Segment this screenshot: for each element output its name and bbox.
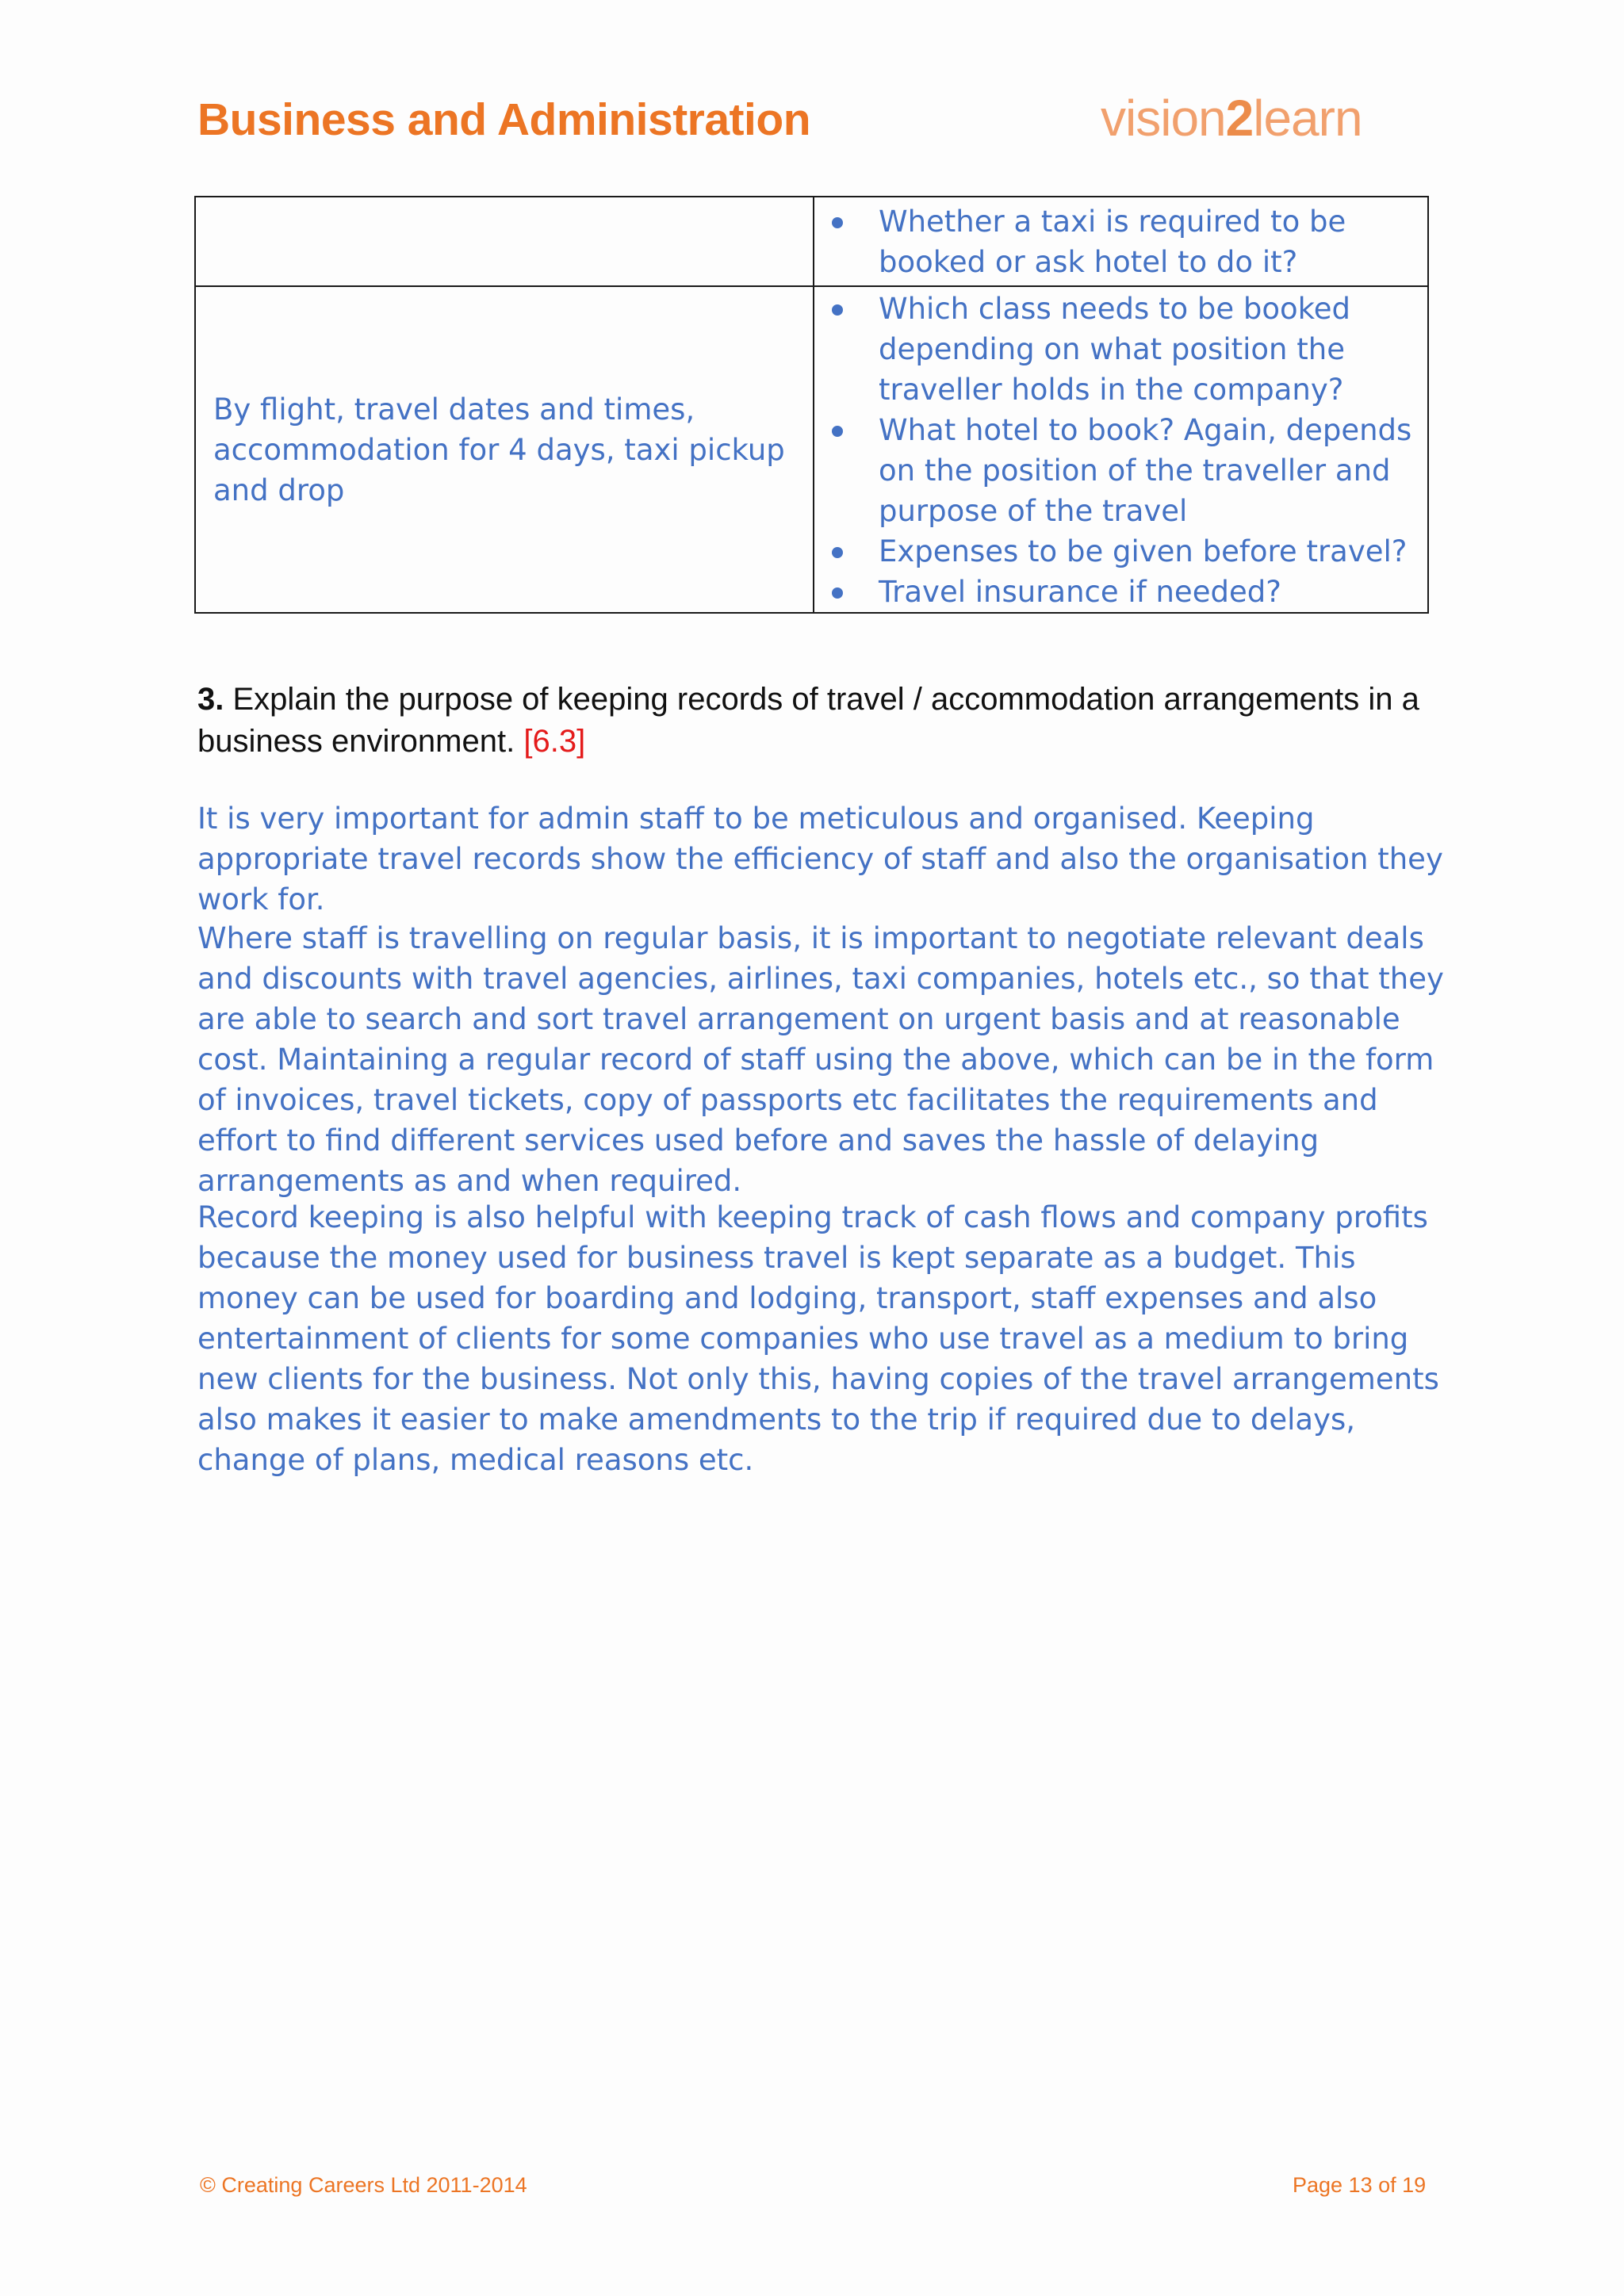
- question-number: 3.: [197, 682, 224, 717]
- bullet-list: [814, 287, 1427, 612]
- answer-paragraph: Where staff is travelling on regular basis, it is important to negotiate relevant deals and discounts with travel agencies, airlines, taxi companies, hotels etc., so that they are able to search and sort travel arrangement on urgent basis and at reasonable cost. Maintaining a regular record of staff using the above, which can be in the form of invoices, travel tickets, copy of passports etc facilitates the requirements and effort to find different services used before and saves the hassle of delaying arrangements as and when required.: [197, 921, 1444, 1198]
- bullet-list: [814, 197, 1427, 285]
- footer-copyright: © Creating Careers Ltd 2011-2014: [200, 2173, 527, 2197]
- table-cell-right: [814, 197, 1428, 286]
- question-text: Explain the purpose of keeping records of travel / accommodation arrangements in a business environment.: [197, 682, 1419, 759]
- logo-text-2: 2: [1225, 90, 1254, 147]
- footer-page-number: Page 13 of 19: [1293, 2173, 1427, 2197]
- table-cell-right: [814, 286, 1428, 613]
- table-row: [195, 197, 1428, 286]
- answer-table: [194, 196, 1429, 614]
- cell-text: By flight, travel dates and times, accommodation for 4 days, taxi pickup and drop: [213, 392, 785, 507]
- list-item: Expenses to be given before travel?: [814, 531, 1427, 572]
- list-item: What hotel to book? Again, depends on the position of the traveller and purpose of the travel: [814, 410, 1427, 531]
- question-reference: [6.3]: [523, 724, 586, 759]
- vision2learn-logo: [1101, 89, 1362, 147]
- page-title: Business and Administration: [197, 94, 811, 145]
- table-cell-left: [195, 286, 814, 613]
- answer-paragraph: It is very important for admin staff to be meticulous and organised. Keeping appropriate travel records show the efficiency of staff and also the organisation they work for.: [197, 802, 1443, 916]
- table-row: [195, 286, 1428, 613]
- question: [197, 679, 1434, 763]
- list-item: Whether a taxi is required to be booked or ask hotel to do it?: [814, 201, 1427, 282]
- logo-text-learn: learn: [1253, 90, 1362, 147]
- table-cell-left: [195, 197, 814, 286]
- list-item: Which class needs to be booked depending on what position the traveller holds in the company?: [814, 289, 1427, 410]
- list-item: Travel insurance if needed?: [814, 572, 1427, 612]
- logo-text-vision: vision: [1101, 90, 1226, 147]
- answer-paragraph: Record keeping is also helpful with keeping track of cash flows and company profits because the money used for business travel is kept separate as a budget. This money can be used for boarding and lodging, transport, staff expenses and also entertainment of clients for some companies who use travel as a medium to bring new clients for the business. Not only this, having copies of the travel arrangements also makes it easier to make amendments to the trip if required due to delays, change of plans, medical reasons etc.: [197, 1200, 1439, 1477]
